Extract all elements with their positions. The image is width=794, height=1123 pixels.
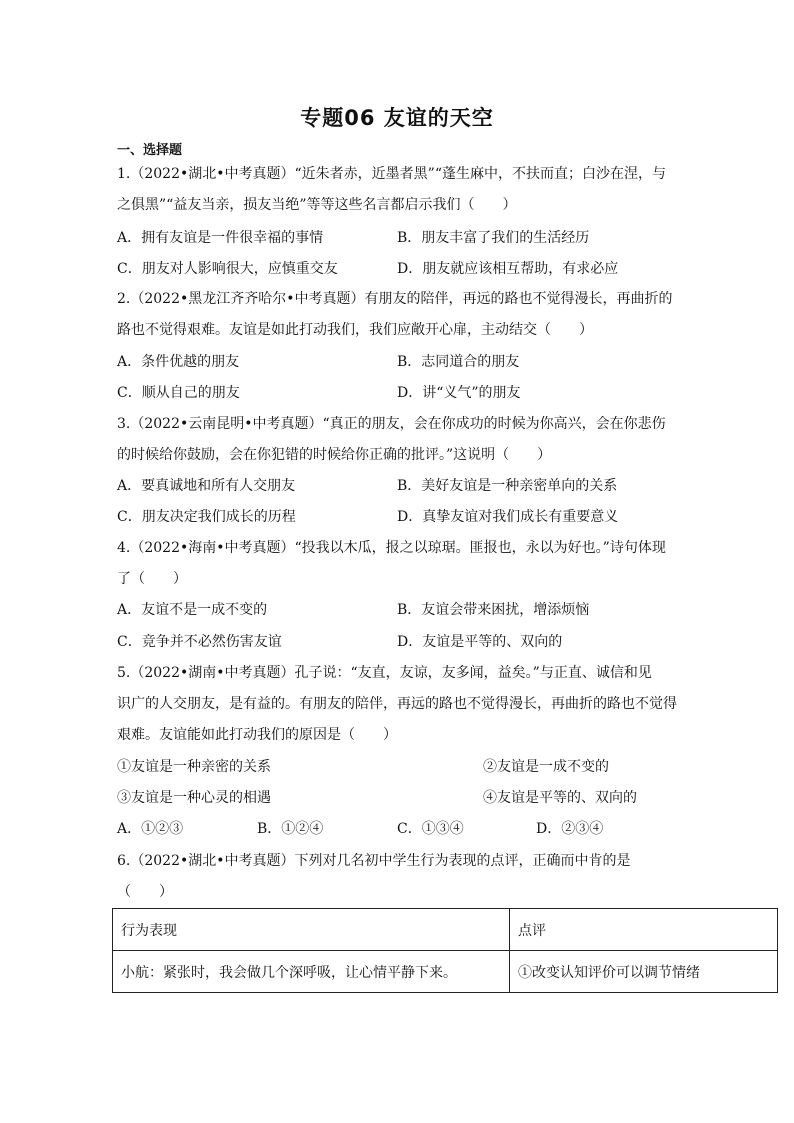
question-4-option-c: C．竞争并不必然伤害友谊 [117,634,282,650]
question-1-option-a: A．拥有友谊是一件很幸福的事情 [117,230,324,246]
question-3-option-c: C．朋友决定我们成长的历程 [117,509,296,525]
question-5-line-3: 艰难。友谊能如此打动我们的原因是（ ） [117,727,397,743]
question-2-option-c: C．顺从自己的朋友 [117,385,240,401]
question-2-line-2: 路也不觉得艰难。友谊是如此打动我们，我们应敞开心扉，主动结交（ ） [117,322,593,338]
table-header-row [113,909,778,951]
question-4-option-a: A．友谊不是一成不变的 [117,602,268,618]
question-6-table [112,908,778,993]
question-3-option-d: D．真挚友谊对我们成长有重要意义 [397,509,619,525]
table-header-cell: 行为表现 [113,909,510,951]
question-5-statement-3: ③友谊是一种心灵的相遇 [117,790,271,806]
question-2-option-d: D．讲“义气”的朋友 [397,385,521,401]
question-1-line-2: 之俱黑”“益友当亲，损友当绝”等等这些名言都启示我们（ ） [117,197,517,213]
question-4-option-d: D．友谊是平等的、双向的 [397,634,563,650]
question-5-option-b: B．①②④ [257,821,324,837]
question-2-line-1: 2.（2022•黑龙江齐齐哈尔•中考真题）有朋友的陪伴，再远的路也不觉得漫长，再曲折的 [117,291,673,307]
question-5-option-d: D．②③④ [536,821,604,837]
question-4-line-2: 了（ ） [117,571,187,587]
question-1-option-b: B．朋友丰富了我们的生活经历 [397,230,590,246]
table-row [113,951,778,993]
question-5-line-1: 5.（2022•湖南•中考真题）孔子说：“友直，友谅，友多闻，益矣。”与正直、诚信和见 [117,665,652,681]
question-5-statement-4: ④友谊是平等的、双向的 [483,790,637,806]
question-5-option-c: C．①③④ [397,821,464,837]
table-cell: 小航：紧张时，我会做几个深呼吸，让心情平静下来。 [113,951,510,993]
question-2-option-a: A．条件优越的朋友 [117,354,240,370]
question-3-line-1: 3.（2022•云南昆明•中考真题）“真正的朋友，会在你成功的时候为你高兴，会在你悲伤 [117,416,666,432]
question-1-option-c: C．朋友对人影响很大，应慎重交友 [117,261,338,277]
question-5-option-a: A．①②③ [117,821,184,837]
question-2-option-b: B．志同道合的朋友 [397,354,520,370]
question-3-option-a: A．要真诚地和所有人交朋友 [117,478,296,494]
question-1-line-1: 1.（2022•湖北•中考真题）“近朱者赤，近墨者黑”“蓬生麻中，不扶而直；白沙在涅，与 [117,166,666,182]
question-5-statement-1: ①友谊是一种亲密的关系 [117,759,271,775]
question-6-line-1: 6.（2022•湖北•中考真题）下列对几名初中学生行为表现的点评，正确而中肯的是 [117,853,631,869]
question-6-line-2: （ ） [117,884,173,900]
table-header-cell: 点评 [510,909,778,951]
question-4-line-1: 4.（2022•海南•中考真题）“投我以木瓜，报之以琼琚。匪报也，永以为好也。”诗句体现 [117,540,666,556]
page-title: 专题06 友谊的天空 [300,106,494,130]
question-5-statement-2: ②友谊是一成不变的 [483,759,609,775]
question-3-option-b: B．美好友谊是一种亲密单向的关系 [397,478,618,494]
table-cell: ①改变认知评价可以调节情绪 [510,951,778,993]
question-5-line-2: 识广的人交朋友，是有益的。有朋友的陪伴，再远的路也不觉得漫长，再曲折的路也不觉得 [117,696,677,712]
question-1-option-d: D．朋友就应该相互帮助，有求必应 [397,261,619,277]
section-heading: 一、选择题 [117,143,183,158]
question-3-line-2: 的时候给你鼓励，会在你犯错的时候给你正确的批评。”这说明（ ） [117,447,552,463]
question-4-option-b: B．友谊会带来困扰，增添烦恼 [397,602,590,618]
